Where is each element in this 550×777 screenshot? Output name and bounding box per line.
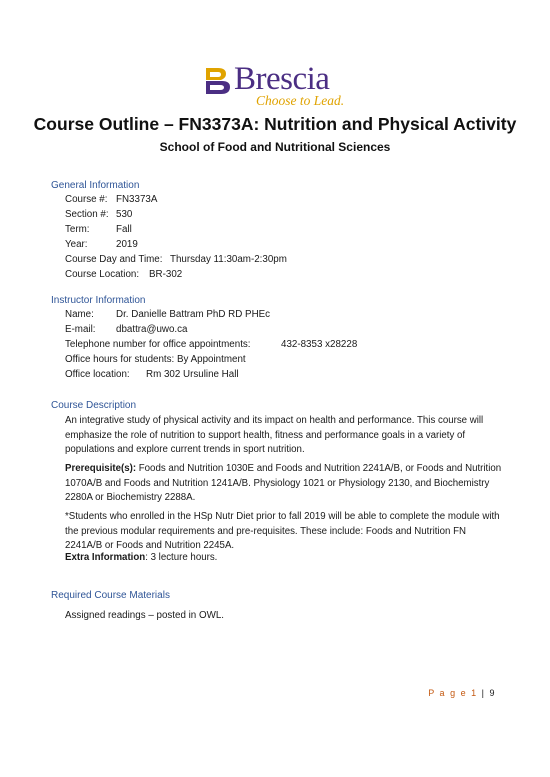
course-location-label: Course Location: xyxy=(65,269,140,280)
course-number-value: FN3373A xyxy=(116,194,158,205)
document-title: Course Outline – FN3373A: Nutrition and Physical Activity xyxy=(33,114,517,134)
extra-info-label: Extra Information xyxy=(65,552,146,563)
extra-info-paragraph xyxy=(65,551,505,566)
page-separator: | xyxy=(481,688,486,698)
office-location-label: Office location: xyxy=(65,369,130,380)
page-footer xyxy=(428,688,496,698)
prerequisites-text: Foods and Nutrition 1030E and Foods and Nutrition 2241A/B, or Foods and Nutrition 1070A/B and Foods and Nutrition 1241A/B. Physiology 1021 or Physiology 2130, and Biochemistry 2280A or Biochemistry 2288A. xyxy=(65,463,502,504)
year-value: 2019 xyxy=(116,239,138,250)
instructor-info-heading: Instructor Information xyxy=(51,295,146,306)
instructor-email-value: dbattra@uwo.ca xyxy=(116,324,188,335)
brescia-b-icon xyxy=(204,66,238,96)
year-label: Year: xyxy=(65,239,88,250)
page-word: P a g e xyxy=(428,688,468,698)
telephone-label: Telephone number for office appointments: xyxy=(65,339,251,350)
prerequisites-label: Prerequisite(s): xyxy=(65,463,137,474)
page-total: 9 xyxy=(489,688,496,698)
instructor-name-label: Name: xyxy=(65,309,94,320)
course-day-time-label: Course Day and Time: xyxy=(65,254,163,265)
logo-tagline: Choose to Lead. xyxy=(256,93,345,108)
section-number-label: Section #: xyxy=(65,209,109,220)
course-materials-heading: Required Course Materials xyxy=(51,590,170,601)
instructor-name-value: Dr. Danielle Battram PhD RD PHEc xyxy=(116,309,271,320)
page-number: 1 xyxy=(471,688,478,698)
section-number-value: 530 xyxy=(116,209,133,220)
office-location-value: Rm 302 Ursuline Hall xyxy=(146,369,239,380)
general-info-heading: General Information xyxy=(51,180,140,191)
course-location-value: BR-302 xyxy=(149,269,183,280)
course-number-label: Course #: xyxy=(65,194,108,205)
document-subtitle: School of Food and Nutritional Sciences xyxy=(159,140,391,154)
prerequisites-paragraph xyxy=(65,462,505,506)
course-description-text: An integrative study of physical activity and its impact on health and performance. This course will emphasize the role of nutrition to support health, fitness and performance goals in a variety of populations and explore current trends in sport nutrition. xyxy=(65,415,484,456)
term-value: Fall xyxy=(116,224,132,235)
logo-wordmark: Brescia xyxy=(234,61,330,97)
course-day-time-value: Thursday 11:30am-2:30pm xyxy=(170,254,287,265)
course-materials-text: Assigned readings – posted in OWL. xyxy=(65,610,225,621)
module-note-text: *Students who enrolled in the HSp Nutr Diet prior to fall 2019 will be able to complete the module with the previous modular requirements and pre-requisites. These include: Foods and Nutrition FN 2241A/B or Foods and Nutrition 2245A. xyxy=(65,511,500,552)
term-label: Term: xyxy=(65,224,90,235)
office-hours-text: Office hours for students: By Appointment xyxy=(65,354,246,365)
instructor-email-label: E-mail: xyxy=(65,324,96,335)
extra-info-text: : 3 lecture hours. xyxy=(145,552,218,563)
brescia-logo xyxy=(204,62,354,110)
telephone-value: 432-8353 x28228 xyxy=(281,339,358,350)
course-description-heading: Course Description xyxy=(51,400,137,411)
